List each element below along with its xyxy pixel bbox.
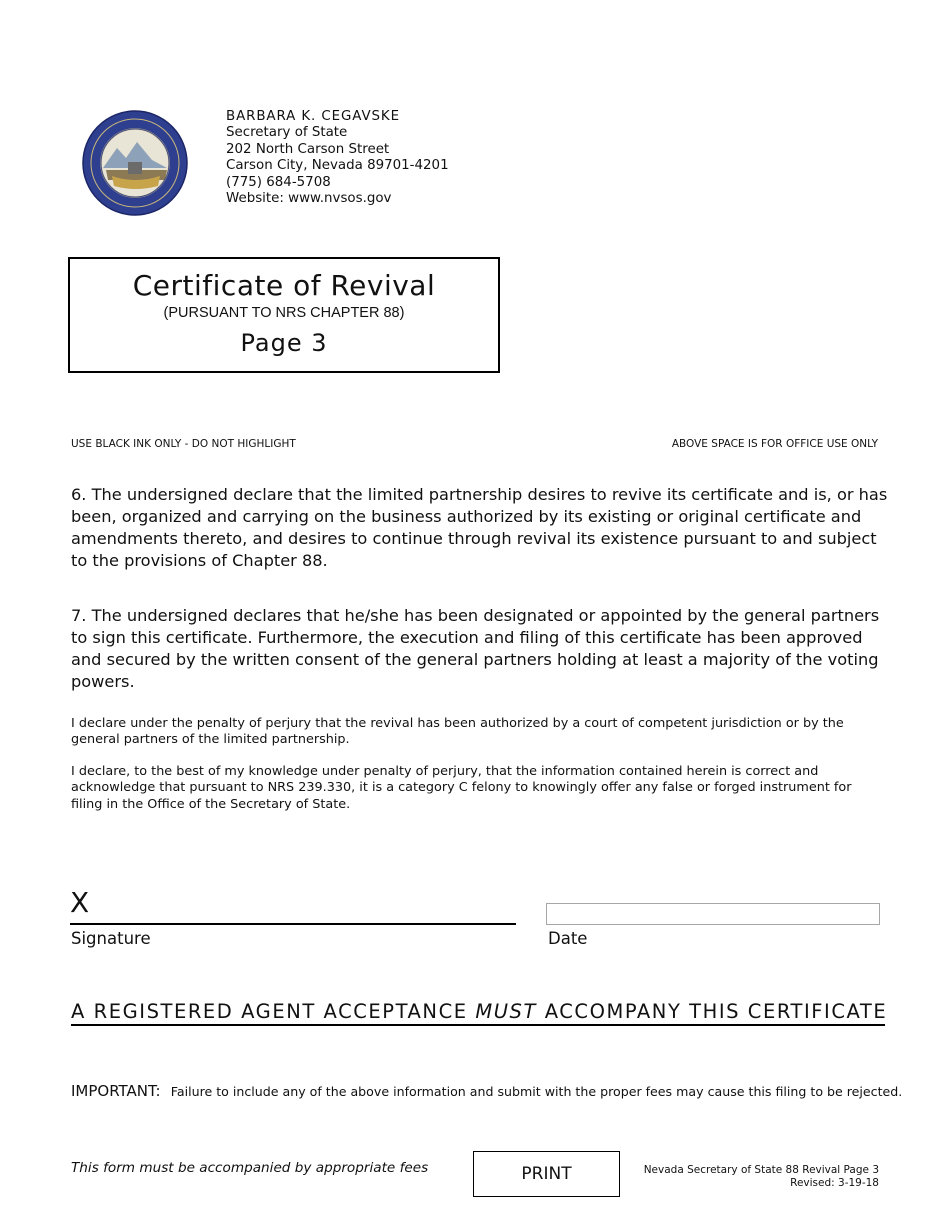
paragraph-7: 7. The undersigned declares that he/she has been designated or appointed by the general partners to sign this certificate. Furthermore, the execution and filing of this certificate has been approved and secured by the written consent of the general partners holding at least a majority of the voting powers. xyxy=(71,606,880,691)
page-number: Page 3 xyxy=(240,329,328,357)
signature-mark: X xyxy=(70,886,90,919)
registered-agent-notice xyxy=(71,1000,888,1026)
date-label: Date xyxy=(548,929,588,948)
city-address: Carson City, Nevada 89701-4201 xyxy=(226,158,449,174)
important-notice xyxy=(71,1081,902,1100)
phone-number: (775) 684-5708 xyxy=(226,174,331,190)
agent-notice-emphasis: MUST xyxy=(475,1000,537,1023)
declaration-perjury: I declare, to the best of my knowledge under penalty of perjury, that the information contained herein is correct and acknowledge that pursuant to NRS 239.330, it is a category C felony to knowingly offer any false or forged instrument for filing in the Office of the Secretary of State. xyxy=(71,764,852,812)
date-field[interactable] xyxy=(546,903,880,925)
website: Website: www.nvsos.gov xyxy=(226,191,392,207)
revised-date: Revised: 3-19-18 xyxy=(790,1176,879,1189)
form-id-text: Nevada Secretary of State 88 Revival Page 3 xyxy=(643,1164,879,1176)
form-title: Certificate of Revival xyxy=(132,269,436,302)
secretary-name: BARBARA K. CEGAVSKE xyxy=(226,109,400,124)
agent-notice-after: ACCOMPANY THIS CERTIFICATE xyxy=(536,1000,888,1023)
signature-line[interactable] xyxy=(70,923,516,925)
fees-notice: This form must be accompanied by appropriate fees xyxy=(71,1160,429,1176)
secretary-title: Secretary of State xyxy=(226,125,348,141)
declaration-authorization: I declare under the penalty of perjury that the revival has been authorized by a court of competent jurisdiction or by the general partners of the limited partnership. xyxy=(71,716,844,748)
important-text: Failure to include any of the above information and submit with the proper fees may cause this filing to be rejected. xyxy=(170,1084,903,1099)
important-label: IMPORTANT: xyxy=(71,1082,161,1100)
signature-label: Signature xyxy=(71,929,151,948)
agent-notice-before: A REGISTERED AGENT ACCEPTANCE xyxy=(71,1000,476,1023)
office-use-note: ABOVE SPACE IS FOR OFFICE USE ONLY xyxy=(671,438,878,450)
paragraph-6: 6. The undersigned declare that the limited partnership desires to revive its certificate and is, or has been, organized and carrying on the business authorized by its existing or original certificate and amendments thereto, and desires to continue through revival its existence pursuant to and subject to the provisions of Chapter 88. xyxy=(71,485,888,570)
form-identifier xyxy=(644,1164,879,1189)
ink-instruction: USE BLACK INK ONLY - DO NOT HIGHLIGHT xyxy=(71,438,296,450)
print-button[interactable]: PRINT xyxy=(473,1151,620,1197)
form-title-box xyxy=(68,257,500,373)
secretary-address-block xyxy=(226,109,449,207)
form-subtitle: (PURSUANT TO NRS CHAPTER 88) xyxy=(163,305,405,321)
nevada-state-seal-icon xyxy=(82,110,188,216)
street-address: 202 North Carson Street xyxy=(226,141,390,157)
